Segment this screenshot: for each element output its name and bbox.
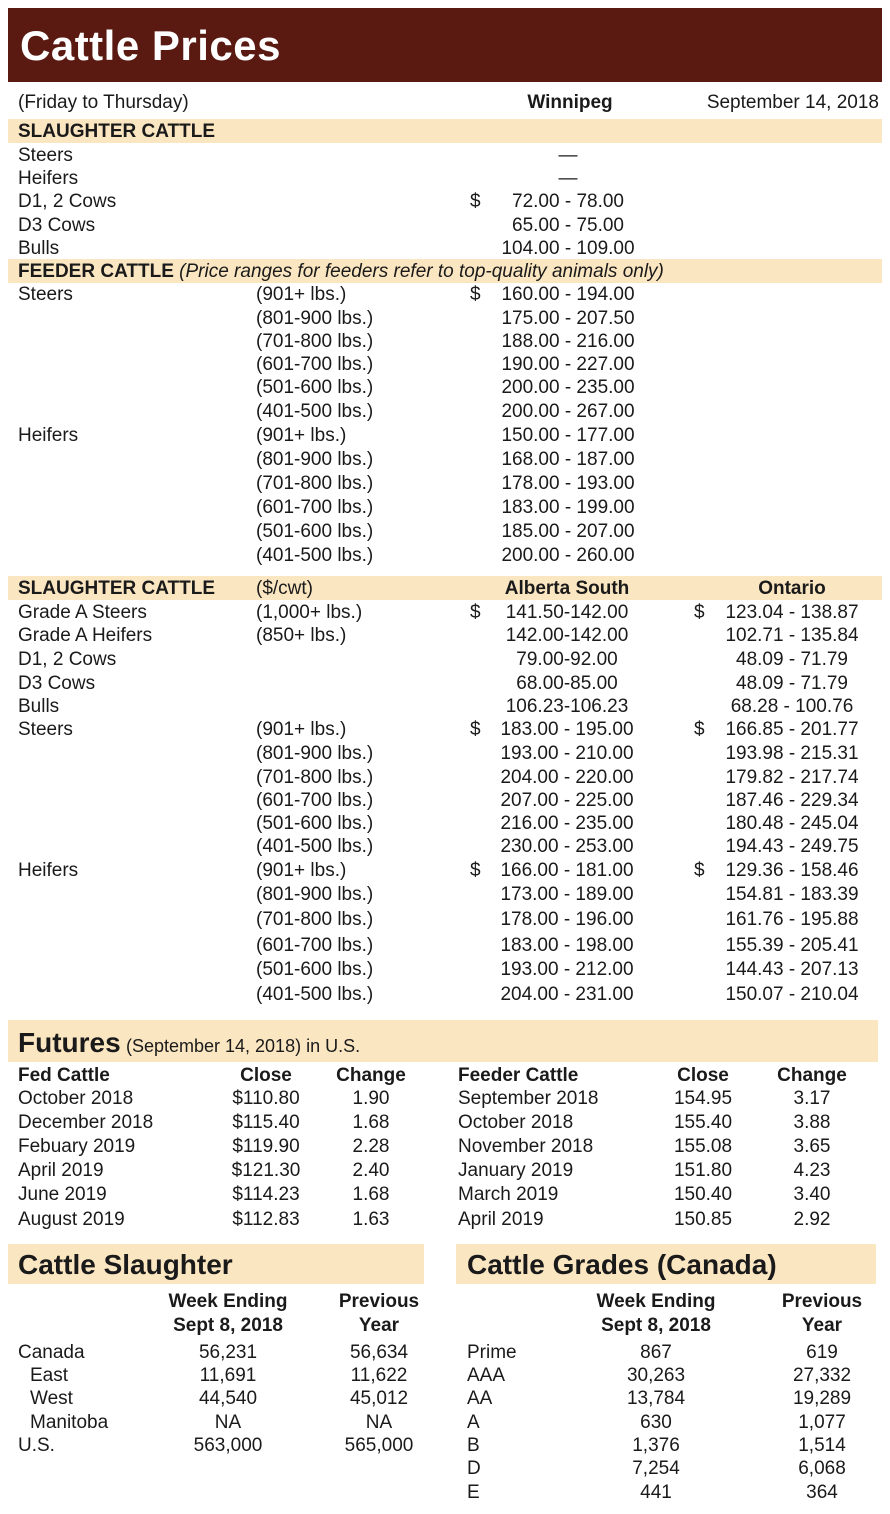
price-range: 150.00 - 177.00 bbox=[501, 425, 635, 446]
alberta-price: 193.00 - 212.00 bbox=[500, 959, 634, 980]
slaughter-previous: 56,634 bbox=[349, 1342, 409, 1363]
feeder-change: 2.92 bbox=[793, 1209, 831, 1230]
feeder-contract: April 2019 bbox=[458, 1209, 544, 1230]
grade-week: 630 bbox=[640, 1412, 672, 1433]
fed-close: $115.40 bbox=[232, 1112, 300, 1133]
feeder-cattle-header: Feeder Cattle bbox=[458, 1065, 579, 1086]
fed-close: $110.80 bbox=[232, 1088, 300, 1109]
feeder-change: 4.23 bbox=[793, 1160, 831, 1181]
fed-contract: October 2018 bbox=[18, 1088, 134, 1109]
ontario-price: 187.46 - 229.34 bbox=[725, 790, 859, 811]
slaughter-week: 56,231 bbox=[198, 1342, 258, 1363]
row-label: Steers bbox=[18, 719, 73, 740]
price-range: 200.00 - 260.00 bbox=[501, 545, 635, 566]
price-range: 168.00 - 187.00 bbox=[501, 449, 635, 470]
price-range: 72.00 - 78.00 bbox=[512, 191, 624, 212]
price-range: — bbox=[558, 168, 578, 189]
weight-class: (401-500 lbs.) bbox=[256, 545, 374, 566]
price-range: 188.00 - 216.00 bbox=[501, 331, 635, 352]
grade-label: D bbox=[467, 1458, 481, 1479]
currency-sign: $ bbox=[470, 860, 481, 881]
weight-class: (601-700 lbs.) bbox=[256, 790, 374, 811]
ontario-price: 154.81 - 183.39 bbox=[725, 884, 859, 905]
row-label: Heifers bbox=[18, 168, 79, 189]
fed-change-header: Change bbox=[336, 1065, 406, 1086]
alberta-price: 178.00 - 196.00 bbox=[500, 909, 634, 930]
grade-previous: 1,077 bbox=[798, 1412, 846, 1433]
regional-unit: ($/cwt) bbox=[256, 578, 313, 599]
fed-change: 1.90 bbox=[352, 1088, 390, 1109]
weight-class: (501-600 lbs.) bbox=[256, 959, 374, 980]
weight-class: (901+ lbs.) bbox=[256, 284, 347, 305]
weight-class: (801-900 lbs.) bbox=[256, 308, 374, 329]
slaughter-week: NA bbox=[214, 1412, 242, 1433]
ontario-price: 129.36 - 158.46 bbox=[725, 860, 859, 881]
price-range: 160.00 - 194.00 bbox=[501, 284, 635, 305]
alberta-price: 142.00-142.00 bbox=[505, 625, 629, 646]
futures-title: Futures bbox=[18, 1027, 121, 1058]
grade-previous: 27,332 bbox=[792, 1365, 852, 1386]
grade-label: B bbox=[467, 1435, 480, 1456]
title-bar bbox=[8, 8, 882, 82]
fed-change: 1.68 bbox=[352, 1184, 390, 1205]
ontario-price: 166.85 - 201.77 bbox=[725, 719, 859, 740]
ontario-price: 144.43 - 207.13 bbox=[725, 959, 859, 980]
alberta-price: 230.00 - 253.00 bbox=[500, 836, 634, 857]
slaughter-col1-line1: Week Ending bbox=[168, 1291, 288, 1312]
currency-sign: $ bbox=[694, 860, 705, 881]
grades-col1-line2: Sept 8, 2018 bbox=[601, 1315, 711, 1336]
feeder-close: 151.80 bbox=[673, 1160, 733, 1181]
fed-change: 2.28 bbox=[352, 1136, 390, 1157]
alberta-price: 204.00 - 220.00 bbox=[500, 767, 634, 788]
price-range: 200.00 - 267.00 bbox=[501, 401, 635, 422]
price-range: 190.00 - 227.00 bbox=[501, 354, 635, 375]
row-label: D3 Cows bbox=[18, 673, 96, 694]
weight-class: (1,000+ lbs.) bbox=[256, 602, 363, 623]
grade-label: Prime bbox=[467, 1342, 517, 1363]
weight-class: (501-600 lbs.) bbox=[256, 813, 374, 834]
feeder-change: 3.40 bbox=[793, 1184, 831, 1205]
grade-previous: 619 bbox=[806, 1342, 838, 1363]
grade-week: 441 bbox=[640, 1482, 672, 1503]
futures-subtitle: (September 14, 2018) in U.S. bbox=[125, 1036, 361, 1056]
grades-title: Cattle Grades (Canada) bbox=[467, 1249, 777, 1280]
slaughter-week: 563,000 bbox=[193, 1435, 263, 1456]
ontario-price: 155.39 - 205.41 bbox=[725, 935, 859, 956]
period-label: (Friday to Thursday) bbox=[18, 92, 189, 113]
grade-week: 13,784 bbox=[626, 1388, 686, 1409]
feeder-close: 150.85 bbox=[673, 1209, 733, 1230]
location-label: Winnipeg bbox=[527, 92, 613, 113]
ontario-price: 48.09 - 71.79 bbox=[736, 649, 848, 670]
grades-col2-line2: Year bbox=[801, 1315, 843, 1336]
grade-previous: 6,068 bbox=[798, 1458, 846, 1479]
feeder-close: 155.08 bbox=[673, 1136, 733, 1157]
row-label: Heifers bbox=[18, 860, 79, 881]
alberta-price: 166.00 - 181.00 bbox=[500, 860, 634, 881]
weight-class: (701-800 lbs.) bbox=[256, 767, 374, 788]
currency-sign: $ bbox=[470, 719, 481, 740]
slaughter-heading: SLAUGHTER CATTLE bbox=[18, 121, 216, 142]
currency-sign: $ bbox=[694, 719, 705, 740]
grade-week: 30,263 bbox=[626, 1365, 686, 1386]
weight-class: (801-900 lbs.) bbox=[256, 743, 374, 764]
currency-sign: $ bbox=[470, 191, 481, 212]
fed-change: 2.40 bbox=[352, 1160, 390, 1181]
feeder-contract: September 2018 bbox=[458, 1088, 599, 1109]
weight-class: (901+ lbs.) bbox=[256, 860, 347, 881]
slaughter-title: Cattle Slaughter bbox=[18, 1249, 233, 1280]
ontario-price: 193.98 - 215.31 bbox=[725, 743, 859, 764]
fed-close: $114.23 bbox=[232, 1184, 300, 1205]
grades-col2-line1: Previous bbox=[781, 1291, 863, 1312]
price-range: 200.00 - 235.00 bbox=[501, 377, 635, 398]
alberta-price: 216.00 - 235.00 bbox=[500, 813, 634, 834]
alberta-price: 204.00 - 231.00 bbox=[500, 984, 634, 1005]
feeder-change: 3.17 bbox=[793, 1088, 831, 1109]
grade-previous: 1,514 bbox=[798, 1435, 846, 1456]
grade-label: E bbox=[467, 1482, 480, 1503]
weight-class: (850+ lbs.) bbox=[256, 625, 347, 646]
feeder-contract: November 2018 bbox=[458, 1136, 594, 1157]
row-label: D3 Cows bbox=[18, 215, 96, 236]
row-label: Grade A Steers bbox=[18, 602, 147, 623]
weight-class: (601-700 lbs.) bbox=[256, 354, 374, 375]
feeder-heading-wrap bbox=[18, 260, 664, 283]
slaughter-region: East bbox=[30, 1365, 69, 1386]
weight-class: (801-900 lbs.) bbox=[256, 449, 374, 470]
weight-class: (901+ lbs.) bbox=[256, 719, 347, 740]
alberta-price: 79.00-92.00 bbox=[516, 649, 618, 670]
ontario-price: 179.82 - 217.74 bbox=[725, 767, 859, 788]
row-label: Bulls bbox=[18, 238, 60, 259]
ontario-price: 123.04 - 138.87 bbox=[725, 602, 859, 623]
fed-contract: June 2019 bbox=[18, 1184, 107, 1205]
currency-sign: $ bbox=[470, 284, 481, 305]
slaughter-region: West bbox=[30, 1388, 73, 1409]
feeder-close: 150.40 bbox=[673, 1184, 733, 1205]
grade-previous: 364 bbox=[806, 1482, 838, 1503]
row-label: Grade A Heifers bbox=[18, 625, 153, 646]
feeder-close-header: Close bbox=[677, 1065, 729, 1086]
ontario-header: Ontario bbox=[758, 578, 826, 599]
slaughter-col2-line1: Previous bbox=[338, 1291, 420, 1312]
price-range: 183.00 - 199.00 bbox=[501, 497, 635, 518]
slaughter-previous: NA bbox=[365, 1412, 393, 1433]
row-label: Bulls bbox=[18, 696, 60, 717]
alberta-price: 68.00-85.00 bbox=[516, 673, 618, 694]
date-label: September 14, 2018 bbox=[706, 92, 879, 113]
ontario-price: 161.76 - 195.88 bbox=[725, 909, 859, 930]
feeder-change: 3.65 bbox=[793, 1136, 831, 1157]
ontario-price: 150.07 - 210.04 bbox=[725, 984, 859, 1005]
feeder-change: 3.88 bbox=[793, 1112, 831, 1133]
currency-sign: $ bbox=[470, 602, 481, 623]
feeder-contract: March 2019 bbox=[458, 1184, 559, 1205]
grade-week: 867 bbox=[640, 1342, 672, 1363]
row-label: Steers bbox=[18, 145, 73, 166]
weight-class: (401-500 lbs.) bbox=[256, 401, 374, 422]
grades-col1-line1: Week Ending bbox=[596, 1291, 716, 1312]
fed-change: 1.68 bbox=[352, 1112, 390, 1133]
fed-contract: December 2018 bbox=[18, 1112, 154, 1133]
alberta-price: 183.00 - 195.00 bbox=[500, 719, 634, 740]
alberta-price: 193.00 - 210.00 bbox=[500, 743, 634, 764]
grade-week: 7,254 bbox=[632, 1458, 680, 1479]
weight-class: (601-700 lbs.) bbox=[256, 497, 374, 518]
fed-close-header: Close bbox=[240, 1065, 292, 1086]
price-range: 175.00 - 207.50 bbox=[501, 308, 635, 329]
ontario-price: 180.48 - 245.04 bbox=[725, 813, 859, 834]
alberta-price: 183.00 - 198.00 bbox=[500, 935, 634, 956]
weight-class: (701-800 lbs.) bbox=[256, 473, 374, 494]
feeder-heading: FEEDER CATTLE bbox=[18, 261, 174, 282]
slaughter-region: Canada bbox=[18, 1342, 85, 1363]
row-label: D1, 2 Cows bbox=[18, 191, 117, 212]
slaughter-previous: 565,000 bbox=[344, 1435, 414, 1456]
feeder-close: 154.95 bbox=[673, 1088, 733, 1109]
slaughter-col1-line2: Sept 8, 2018 bbox=[173, 1315, 283, 1336]
fed-close: $121.30 bbox=[231, 1160, 301, 1181]
grade-label: AA bbox=[467, 1388, 493, 1409]
alberta-price: 141.50-142.00 bbox=[505, 602, 629, 623]
feeder-close: 155.40 bbox=[673, 1112, 733, 1133]
grade-previous: 19,289 bbox=[792, 1388, 852, 1409]
grade-label: AAA bbox=[467, 1365, 506, 1386]
page-title: Cattle Prices bbox=[20, 22, 281, 69]
slaughter-previous: 45,012 bbox=[349, 1388, 409, 1409]
alberta-price: 173.00 - 189.00 bbox=[500, 884, 634, 905]
fed-change: 1.63 bbox=[352, 1209, 390, 1230]
grade-label: A bbox=[467, 1412, 480, 1433]
row-label: Heifers bbox=[18, 425, 79, 446]
alberta-header: Alberta South bbox=[504, 578, 630, 599]
currency-sign: $ bbox=[694, 602, 705, 623]
slaughter-region: Manitoba bbox=[30, 1412, 109, 1433]
weight-class: (401-500 lbs.) bbox=[256, 836, 374, 857]
slaughter-week: 11,691 bbox=[199, 1365, 257, 1386]
feeder-note: (Price ranges for feeders refer to top-quality animals only) bbox=[179, 261, 664, 282]
feeder-change-header: Change bbox=[777, 1065, 847, 1086]
price-range: 104.00 - 109.00 bbox=[501, 238, 635, 259]
fed-close: $112.83 bbox=[232, 1209, 300, 1230]
ontario-price: 102.71 - 135.84 bbox=[725, 625, 859, 646]
row-label: D1, 2 Cows bbox=[18, 649, 117, 670]
fed-close: $119.90 bbox=[232, 1136, 300, 1157]
alberta-price: 207.00 - 225.00 bbox=[500, 790, 634, 811]
price-range: 178.00 - 193.00 bbox=[501, 473, 635, 494]
fed-contract: August 2019 bbox=[18, 1209, 125, 1230]
weight-class: (701-800 lbs.) bbox=[256, 331, 374, 352]
ontario-price: 68.28 - 100.76 bbox=[730, 696, 854, 717]
grade-week: 1,376 bbox=[632, 1435, 680, 1456]
weight-class: (501-600 lbs.) bbox=[256, 521, 374, 542]
alberta-price: 106.23-106.23 bbox=[505, 696, 629, 717]
futures-heading bbox=[18, 1027, 360, 1063]
weight-class: (601-700 lbs.) bbox=[256, 935, 374, 956]
ontario-price: 194.43 - 249.75 bbox=[725, 836, 859, 857]
slaughter-region: U.S. bbox=[18, 1435, 55, 1456]
regional-heading: SLAUGHTER CATTLE bbox=[18, 578, 216, 599]
feeder-contract: October 2018 bbox=[458, 1112, 574, 1133]
weight-class: (501-600 lbs.) bbox=[256, 377, 374, 398]
weight-class: (901+ lbs.) bbox=[256, 425, 347, 446]
weight-class: (801-900 lbs.) bbox=[256, 884, 374, 905]
slaughter-previous: 11,622 bbox=[350, 1365, 408, 1386]
fed-contract: Febuary 2019 bbox=[18, 1136, 136, 1157]
price-range: — bbox=[558, 145, 578, 166]
ontario-price: 48.09 - 71.79 bbox=[736, 673, 848, 694]
price-range: 65.00 - 75.00 bbox=[512, 215, 624, 236]
weight-class: (701-800 lbs.) bbox=[256, 909, 374, 930]
fed-contract: April 2019 bbox=[18, 1160, 104, 1181]
price-range: 185.00 - 207.00 bbox=[501, 521, 635, 542]
weight-class: (401-500 lbs.) bbox=[256, 984, 374, 1005]
feeder-contract: January 2019 bbox=[458, 1160, 574, 1181]
fed-cattle-header: Fed Cattle bbox=[18, 1065, 110, 1086]
slaughter-col2-line2: Year bbox=[358, 1315, 400, 1336]
slaughter-week: 44,540 bbox=[198, 1388, 258, 1409]
row-label: Steers bbox=[18, 284, 73, 305]
